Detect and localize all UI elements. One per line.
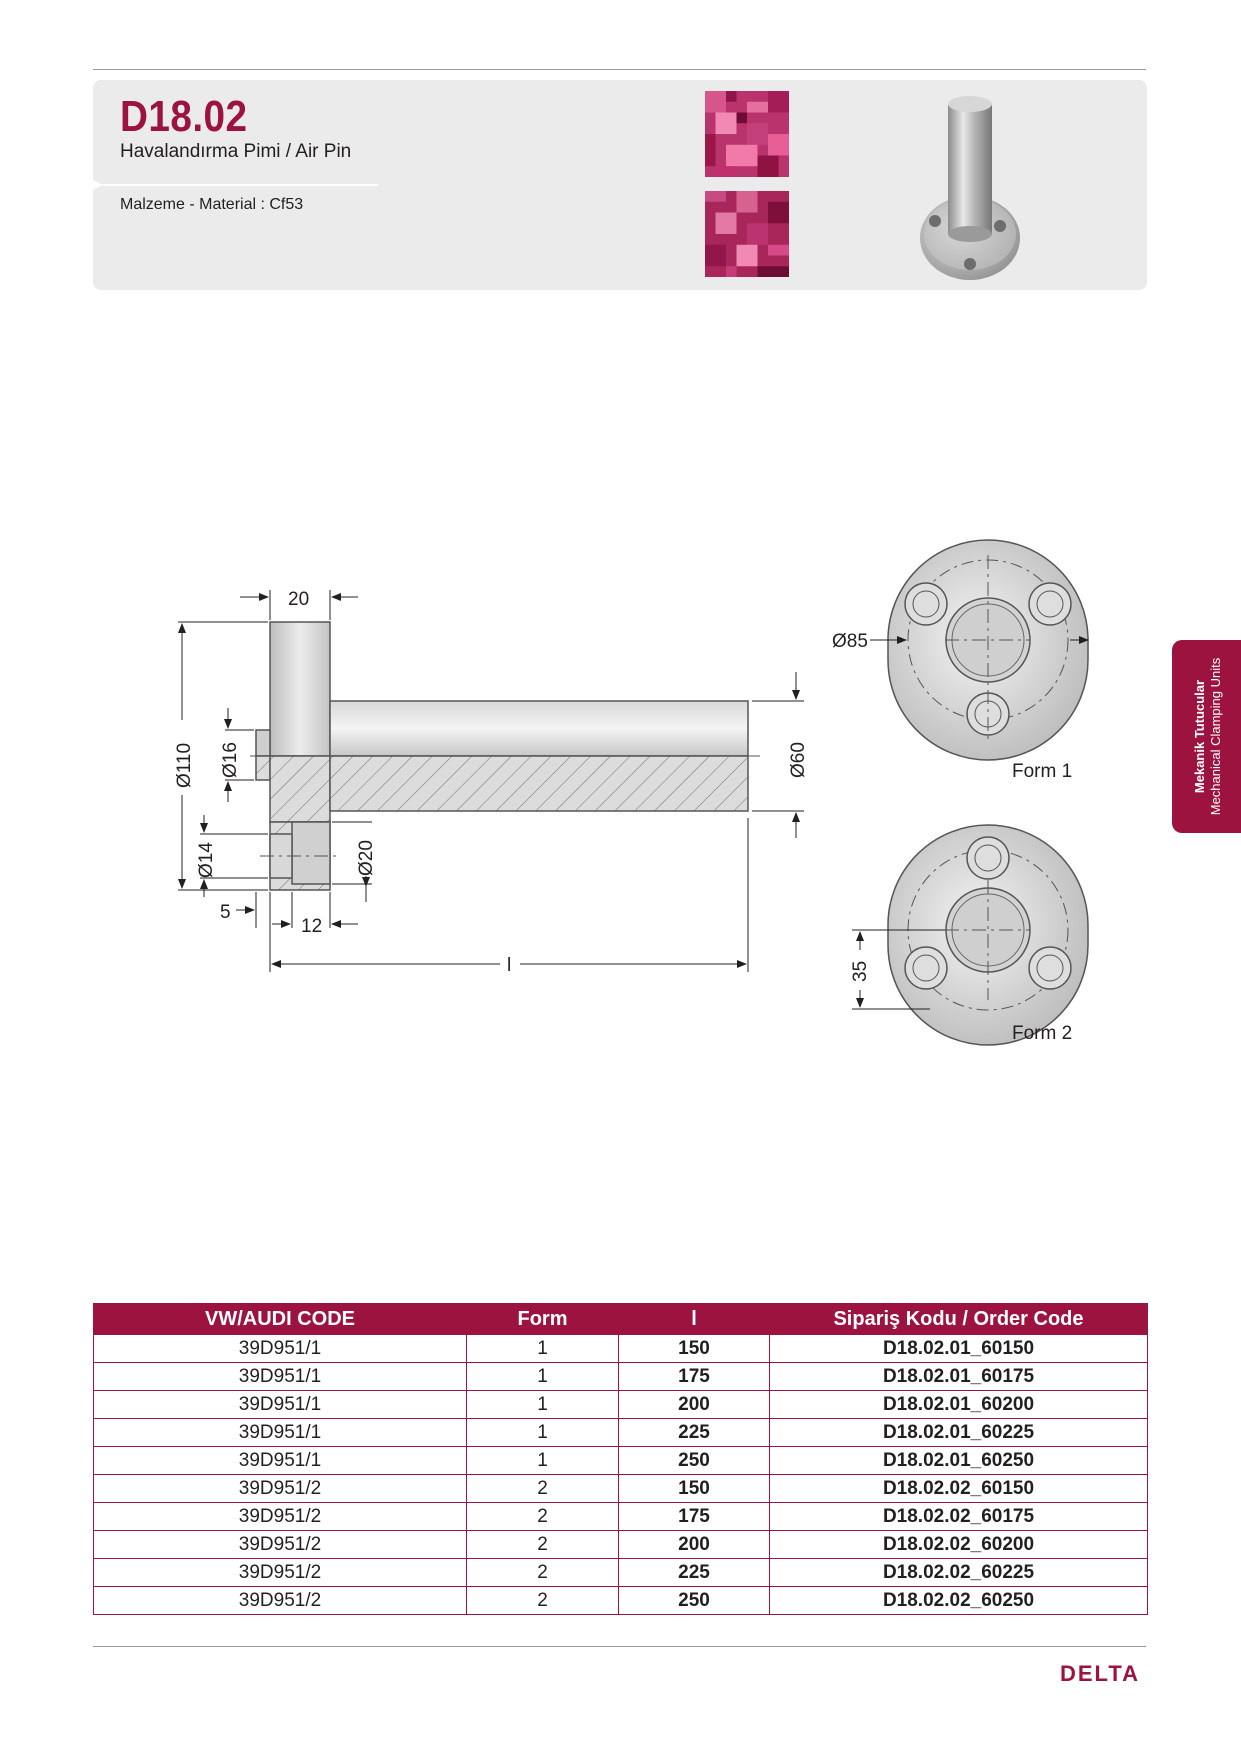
cell-vw-code: 39D951/1 bbox=[94, 1447, 467, 1475]
dim-flange-width: 20 bbox=[288, 589, 310, 610]
cell-form: 2 bbox=[467, 1587, 619, 1615]
form2-label: Form 2 bbox=[1012, 1023, 1073, 1044]
dim-flange-diameter: Ø110 bbox=[174, 742, 195, 788]
cell-length: 225 bbox=[619, 1559, 770, 1587]
delta-logo: DELTA bbox=[1060, 1661, 1141, 1686]
cell-length: 200 bbox=[619, 1531, 770, 1559]
cell-length: 175 bbox=[619, 1503, 770, 1531]
form1-view bbox=[870, 540, 1088, 760]
material-spec: Malzeme - Material : Cf53 bbox=[120, 196, 304, 213]
dim-bolt-circle: Ø85 bbox=[832, 631, 868, 652]
table-row bbox=[94, 1587, 1148, 1615]
table-row bbox=[94, 1335, 1148, 1363]
dim-bolt-hole-diameter: Ø14 bbox=[196, 842, 217, 878]
cell-order-code: D18.02.02_60150 bbox=[770, 1475, 1148, 1503]
cell-order-code: D18.02.02_60200 bbox=[770, 1531, 1148, 1559]
cell-vw-code: 39D951/1 bbox=[94, 1335, 467, 1363]
table-row bbox=[94, 1475, 1148, 1503]
table-header-row bbox=[94, 1304, 1148, 1335]
cell-form: 2 bbox=[467, 1531, 619, 1559]
product-code-title: D18.02 bbox=[120, 92, 248, 141]
cell-order-code: D18.02.01_60175 bbox=[770, 1363, 1148, 1391]
bottom-rule bbox=[93, 1646, 1146, 1647]
cell-length: 150 bbox=[619, 1475, 770, 1503]
cell-form: 2 bbox=[467, 1503, 619, 1531]
col-header-form: Form bbox=[467, 1304, 619, 1335]
cell-length: 175 bbox=[619, 1363, 770, 1391]
dim-spigot-diameter: Ø16 bbox=[220, 742, 241, 778]
col-header-vw-audi-code: VW/AUDI CODE bbox=[94, 1304, 467, 1335]
table-row bbox=[94, 1503, 1148, 1531]
table-row bbox=[94, 1363, 1148, 1391]
cell-length: 225 bbox=[619, 1419, 770, 1447]
cell-length: 250 bbox=[619, 1447, 770, 1475]
cell-form: 1 bbox=[467, 1391, 619, 1419]
table-row bbox=[94, 1531, 1148, 1559]
cell-vw-code: 39D951/1 bbox=[94, 1419, 467, 1447]
dim-counterbore-diameter: Ø20 bbox=[356, 840, 377, 876]
table-row bbox=[94, 1447, 1148, 1475]
dim-counterbore-depth: 12 bbox=[301, 916, 323, 937]
cell-order-code: D18.02.02_60250 bbox=[770, 1587, 1148, 1615]
order-code-table bbox=[93, 1303, 1148, 1615]
cell-vw-code: 39D951/2 bbox=[94, 1559, 467, 1587]
form2-view bbox=[852, 825, 1088, 1045]
cell-form: 1 bbox=[467, 1363, 619, 1391]
cell-vw-code: 39D951/2 bbox=[94, 1503, 467, 1531]
col-header-l: l bbox=[619, 1304, 770, 1335]
dim-pin-diameter: Ø60 bbox=[788, 742, 809, 778]
cell-vw-code: 39D951/2 bbox=[94, 1531, 467, 1559]
dim-spigot-length: 5 bbox=[220, 902, 231, 923]
form1-label: Form 1 bbox=[1012, 761, 1073, 782]
cell-order-code: D18.02.01_60225 bbox=[770, 1419, 1148, 1447]
cell-form: 1 bbox=[467, 1447, 619, 1475]
cell-vw-code: 39D951/2 bbox=[94, 1475, 467, 1503]
cell-order-code: D18.02.02_60175 bbox=[770, 1503, 1148, 1531]
dim-length-l: l bbox=[507, 955, 512, 976]
cell-length: 150 bbox=[619, 1335, 770, 1363]
section-tab-title-en: Mechanical Clamping Units bbox=[1208, 657, 1223, 816]
table-row bbox=[94, 1559, 1148, 1587]
table-row bbox=[94, 1419, 1148, 1447]
cell-order-code: D18.02.01_60250 bbox=[770, 1447, 1148, 1475]
cell-vw-code: 39D951/1 bbox=[94, 1391, 467, 1419]
pin-side-view bbox=[250, 622, 760, 890]
cell-form: 2 bbox=[467, 1475, 619, 1503]
cell-length: 200 bbox=[619, 1391, 770, 1419]
cell-form: 1 bbox=[467, 1419, 619, 1447]
cell-form: 1 bbox=[467, 1335, 619, 1363]
table-row bbox=[94, 1391, 1148, 1419]
cell-order-code: D18.02.01_60200 bbox=[770, 1391, 1148, 1419]
section-tab-title-tr: Mekanik Tutucular bbox=[1192, 679, 1207, 794]
cell-order-code: D18.02.01_60150 bbox=[770, 1335, 1148, 1363]
col-header-order-code: Sipariş Kodu / Order Code bbox=[770, 1304, 1148, 1335]
cell-vw-code: 39D951/2 bbox=[94, 1587, 467, 1615]
product-subtitle: Havalandırma Pimi / Air Pin bbox=[120, 141, 352, 162]
cell-form: 2 bbox=[467, 1559, 619, 1587]
dim-hole-offset: 35 bbox=[850, 960, 871, 982]
cell-order-code: D18.02.02_60225 bbox=[770, 1559, 1148, 1587]
cell-vw-code: 39D951/1 bbox=[94, 1363, 467, 1391]
cell-length: 250 bbox=[619, 1587, 770, 1615]
